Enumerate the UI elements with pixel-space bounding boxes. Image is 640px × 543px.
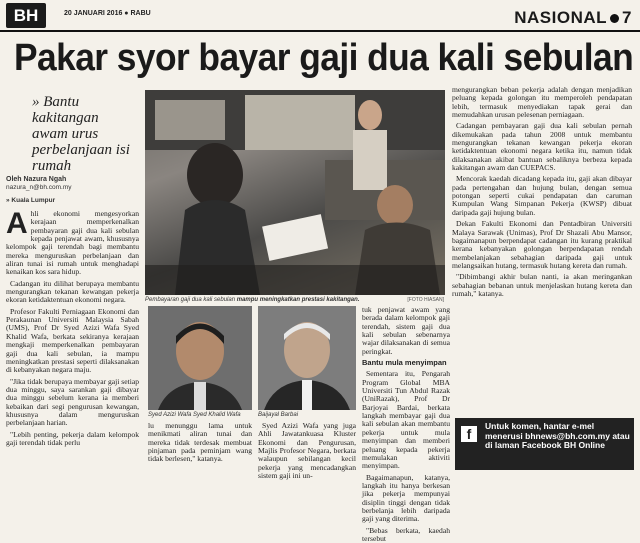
portrait-photo	[148, 306, 252, 410]
section-name: NASIONAL	[514, 8, 608, 27]
section-header	[514, 8, 632, 28]
newspaper-logo: BH	[6, 3, 46, 28]
paragraph: "Dibimbangi akhir bulan nanti, ia akan meringankan sebahagian bebanan untuk menjelaskan hutang kereta dan rumah," katanya.	[452, 272, 632, 298]
byline-location: » Kuala Lumpur	[6, 197, 56, 204]
paragraph: mengurangkan beban pekerja adalah dengan menjadikan peluang kepada golongan itu memperoleh pendapatan lebih, termasuk menyediakan tapak gerai dan memudahkan urusan pelesenan perniagaan.	[452, 85, 632, 120]
paragraph: Mencorak kaedah dicadang kepada itu, gaji akan dibayar pada pertengahan dan hujung bulan, dengan semua potongan seperti cukai pendapatan dan caruman Kumpulan Wang Simpanan Pekerja (KWSP) dibuat daripada gaji hujung bulan.	[452, 174, 632, 217]
portrait-illustration	[148, 306, 252, 410]
promo-text: Untuk komen, hantar e-mel menerusi bhnews@bh.com.my atau di laman Facebook BH Online	[485, 421, 630, 450]
byline-author: Oleh Nazura Ngah	[6, 176, 67, 183]
main-photo-caption: Pembayaran gaji dua kali sebulan mampu meningkatkan prestasi kakitangan.	[145, 297, 360, 303]
paragraph: "Bebas berkata, kaedah tersebut	[362, 525, 450, 543]
subheading: Bantu mula menyimpan	[362, 358, 447, 368]
article-column-3	[258, 421, 356, 481]
paragraph: hli ekonomi mengesyorkan kerajaan memperkenalkan pembayaran gaji dua kali sebulan kepada penjawat awam, khususnya kelompok gaji terendah bagi membantu mereka menguruskan perbelanjaan dan aliran tunai isi rumah untuk menghadapi kenaikan kos sara hidup.	[6, 209, 139, 277]
headline: Pakar syor bayar gaji dua kali sebulan	[14, 37, 634, 79]
bullet-icon	[610, 14, 619, 23]
paragraph: lu menunggu lama untuk menikmati aliran tunai dan mereka tidak terdesak membuat pinjaman pada peminjam wang tidak berlesen," katanya.	[148, 421, 252, 464]
byline-email: nazura_n@bh.com.my	[6, 184, 72, 191]
paragraph: "Jika tidak berupaya membayar gaji setiap dua minggu, saya sarankan gaji dibayar dua minggu sebelum kerana ia memberi kebaikan dari segi pengurusan kewangan, khususnya dalam menguruskan perbelanjaan harian.	[6, 376, 139, 428]
dropcap: A	[6, 207, 28, 240]
page-number: 7	[622, 8, 632, 27]
article-column-5	[452, 86, 632, 416]
photo-credit: [FOTO HIASAN]	[407, 297, 444, 303]
portrait-illustration	[258, 306, 356, 410]
article-column-2	[148, 422, 252, 472]
main-photo	[145, 90, 445, 295]
paragraph: Sementara itu, Pengarah Program Global MBA Universiti Tun Abdul Razak (UniRazak), Prof Dr Barjoyai Bardai, berkata langkah membayar gaji dua kali sebulan akan membantu pekerja untuk mula menyimpan dan memberi peluang kepada pekerja memulakan aktiviti menyimpan.	[362, 369, 450, 471]
paragraph: Bagaimanapun, katanya, langkah itu hanya berkesan jika pekerja mempunyai disiplin tinggi dengan tidak berbelanja lebih daripada gaji yang diterima.	[362, 472, 450, 524]
byline	[6, 176, 141, 205]
paragraph: Dekan Fakulti Ekonomi dan Pentadbiran Universiti Malaya Sarawak (Unimas), Prof Dr Shazali Abu Mansor, bagaimanapun berpendapat cadangan itu kurang praktikal kerana kebanyakan golongan berpendapatan rendah membelanjakan sebahagian daripada gaji untuk melangsaikan hutang, termasuk hutang kereta dan rumah.	[452, 219, 632, 270]
header-rule	[0, 30, 640, 32]
deck-text: » Bantu kakitangan awam urus perbelanjaan isi rumah	[32, 94, 130, 174]
paragraph: tuk penjawat awam yang berada dalam kelompok gaji terendah, sistem gaji dua kali sebulan sebenarnya wajar dilaksanakan di semua peringkat.	[362, 305, 450, 356]
portrait-caption: Baijayal Barbai	[258, 412, 299, 418]
paragraph: Cadangan itu dilihat berupaya membantu mengurangkan tekanan kewangan pekerja ekoran ketidaktentuan ekonomi negara.	[6, 278, 139, 305]
portrait-caption: Syed Azizi Wafa Syed Khalid Wafa	[148, 412, 241, 418]
paragraph: Syed Azizi Wafa yang juga Ahli Jawatankuasa Kluster Ekonomi dan Pengurusan, Majlis Profesor Negara, berkata walaupun sebilangan kecil pekerja yang mencadangkan sistem gaji ini un-	[258, 421, 356, 481]
portrait-photo	[258, 306, 356, 410]
comment-promo-box	[455, 418, 634, 470]
article-column-4	[362, 305, 450, 543]
issue-date: 20 JANUARI 2016 ● RABU	[64, 10, 151, 17]
paragraph: Profesor Fakulti Perniagaan Ekonomi dan Perakaunan Universiti Malaysia Sabah (UMS), Prof Dr Syed Azizi Wafa Syed Khalid Wafa, berkata sekiranya kerajaan mengkaji memperkenalkan pembayaran gaji dua kali sebulan, ia mampu meningkatkan prestasi seperti dilaksanakan di kebanyakan negara maju.	[6, 306, 139, 375]
paragraph: Cadangan pembayaran gaji dua kali sebulan pernah dikemukakan pada tahun 2008 untuk membantu mengurangkan tekanan kewangan pekerja ekoran ketidaktentuan ekonomi negara ketika itu, namun tidak dilaksanakan akibat bantuan sebaliknya berbeza kepada kakitangan awam dan CUEPACS.	[452, 121, 632, 173]
paragraph: "Lebih penting, pekerja dalam kelompok gaji terendah tidak perlu	[6, 429, 139, 447]
article-column-1	[6, 207, 139, 472]
facebook-icon: f	[461, 426, 477, 442]
photo-illustration	[145, 90, 445, 295]
